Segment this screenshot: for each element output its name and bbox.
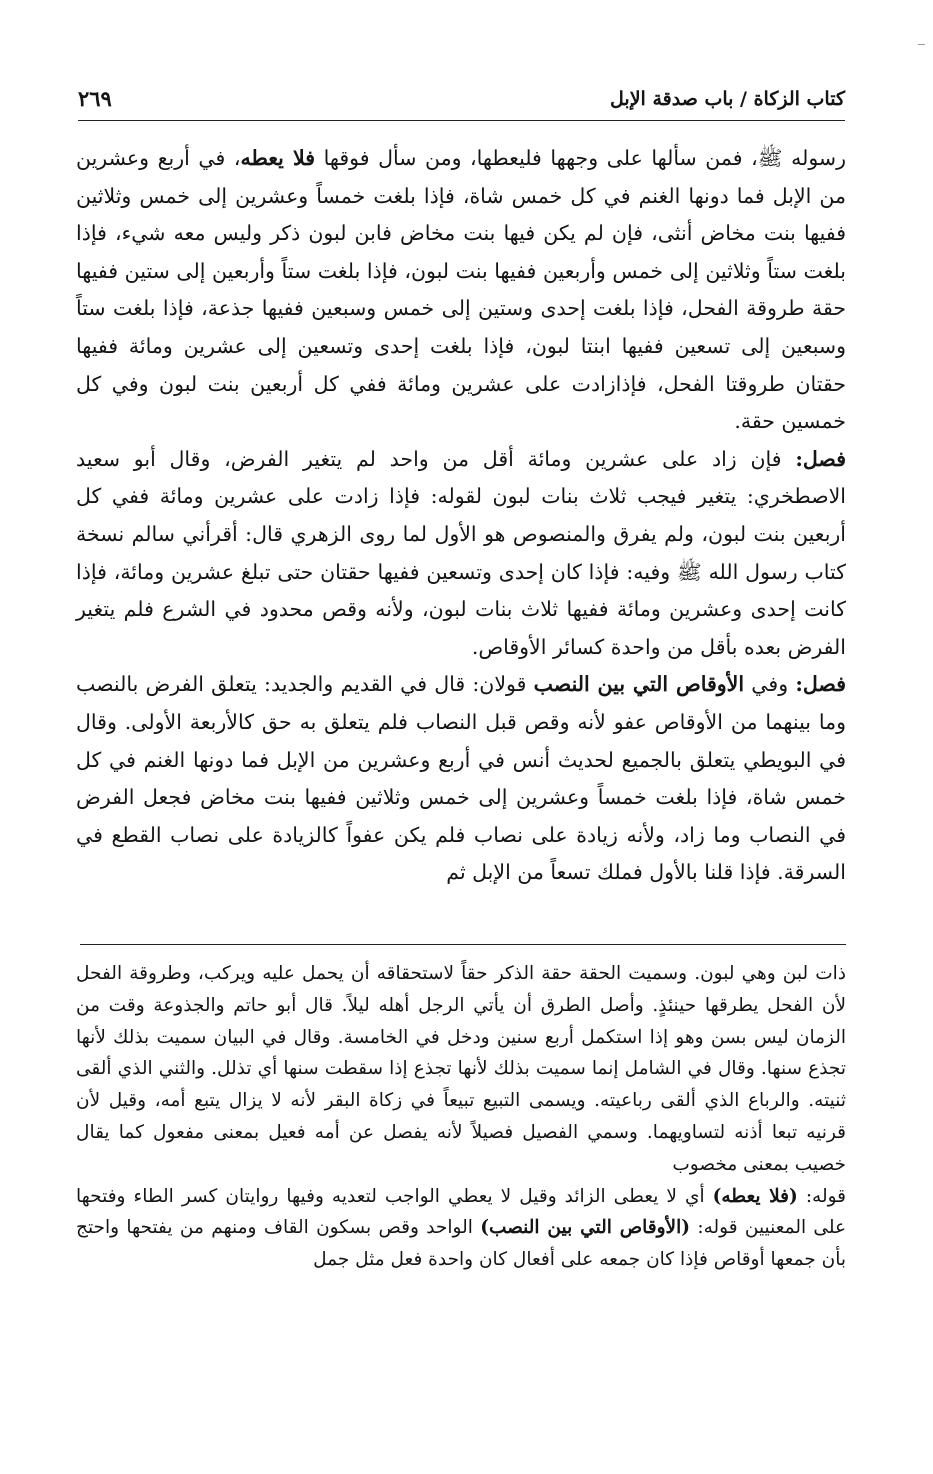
note-2-part-a: قوله: — [797, 1185, 847, 1207]
paragraph-2-lead: فصل: — [795, 446, 846, 471]
paragraph-3-part-c: قولان: قال في القديم والجديد: يتعلق الفرض بالنصب وما بينهما من الأوقاص عفو لأنه وقص قبل النصاب فلم يتعلق به حق كالأربعة الأولى. وقال في البويطي يتعلق بالجميع لحديث أنس في أربع وعشرين من الإبل فما دونها الغنم في كل خمس شاة، فإذا بلغت خمساً وعشرين إلى خمس وثلاثين ففيها بنت مخاض فجعل الفرض في النصاب وما زاد، ولأنه زيادة على نصاب فلم يكن عفواً كالزيادة على نصاب القطع في السرقة. فإذا قلنا بالأول فملك تسعاً من الإبل ثم — [76, 672, 846, 885]
paragraph-2-text: فإن زاد على عشرين ومائة أقل من واحد لم يتغير الفرض، وقال أبو سعيد الاصطخري: يتغير فيجب ثلاث بنات لبون لقوله: فإذا زادت على عشرين ومائة ففي كل أربعين بنت لبون، ولم يفرق والمنصوص هو الأول لما روى الزهري قال: أقرأني سالم نسخة كتاب رسول الله ﷺ وفيه: فإذا كان إحدى وتسعين ففيها حقتان حتى تبلغ عشرين ومائة، فإذا كانت إحدى وعشرين ومائة ففيها ثلاث بنات لبون، ولأنه وقص محدود في الشرع فلم يتغير الفرض بعده بأقل من واحدة كسائر الأوقاص. — [76, 446, 846, 659]
paragraph-3-part-a: وفي — [744, 672, 796, 697]
paragraph-1-part-c: ، في أربع وعشرين من الإبل فما دونها الغنم في كل خمس شاة، فإذا بلغت خمساً وعشرين إلى خمس وثلاثين ففيها بنت مخاض أنثى، فإن لم يكن فيها بنت مخاض فابن لبون ذكر وليس معه شيء، فإذا بلغت ستاً وثلاثين إلى خمس وأربعين ففيها بنت لبون، فإذا بلغت ستاً وأربعين إلى ستين ففيها حقة طروقة الفحل، فإذا بلغت إحدى وستين إلى خمس وسبعين ففيها جذعة، فإذا بلغت ستاً وسبعين إلى تسعين ففيها ابنتا لبون، فإذا بلغت إحدى وتسعين إلى عشرين ومائة ففيها حقتان طروقتا الفحل، فإذازادت على عشرين ومائة ففي كل أربعين بنت لبون وفي كل خمسين حقة. — [76, 146, 846, 434]
note-2 — [76, 1181, 846, 1276]
note-2-ref-2: (الأوقاص التي بين النصب) — [480, 1217, 691, 1239]
paragraph-2 — [76, 441, 846, 667]
footnote-divider — [80, 944, 846, 945]
scan-mark — [918, 44, 925, 45]
running-title: كتاب الزكاة / باب صدقة الإبل — [610, 88, 845, 110]
note-1: ذات لبن وهي لبون. وسميت الحقة حقة الذكر حقاً لاستحقاقه أن يحمل عليه ويركب، وطروقة الفحل لأن الفحل يطرقها حينئذٍ. وأصل الطرق أن يأتي الرجل أهله ليلاً. قال أبو حاتم والجذوعة وقت من الزمان ليس بسن وهو إذا استكمل أربع سنين ودخل في الخامسة. وقال في البيان سميت بذلك لأنها تجذع سنها. وقال في الشامل إنما سميت بذلك لأنها تجذع إذا سقطت سنها أي تذلل. والثني الذي ألقى ثنيته. والرباع الذي ألقى رباعيته. ويسمى التبيع تبيعاً في زكاة البقر لأنه لا يزال يتبع أمه، وقيل لأن قرنيه تبعا أذنه لتساويهما. وسمي الفصيل فصيلاً لأنه يفصل عن أمه فعيل بمعنى مفعول كما يقال خصيب بمعنى مخصوب — [76, 963, 846, 1175]
paragraph-1-bold-phrase: فلا يعطه — [240, 146, 316, 170]
main-text — [76, 140, 846, 892]
note-2-part-e: الواحد وقص بسكون القاف ومنهم من يفتحها واحتج بأن جمعها أوقاص فإذا كان جمعه على أفعال كان واحدة فعل مثل جمل — [76, 1217, 846, 1271]
page-header — [78, 84, 845, 121]
page-number: ٢٦٩ — [78, 86, 112, 111]
paragraph-1-part-a: رسوله ﷺ، فمن سألها على وجهها فليعطها، ومن سأل فوقها — [315, 146, 846, 170]
note-2-part-c: أي لا يعطى الزائد وقيل لا يعطي الواجب لتعديه وفيها روايتان كسر الطاء وفتحها على المعنيين قوله: — [76, 1185, 847, 1239]
paragraph-3 — [76, 666, 846, 892]
paragraph-3-bold-phrase: الأوقاص التي بين النصب — [533, 672, 745, 697]
paragraph-3-lead: فصل: — [795, 672, 846, 697]
paragraph-1 — [76, 140, 846, 441]
note-2-ref-1: (فلا يعطه) — [712, 1185, 798, 1207]
commentary-notes — [76, 958, 846, 1276]
